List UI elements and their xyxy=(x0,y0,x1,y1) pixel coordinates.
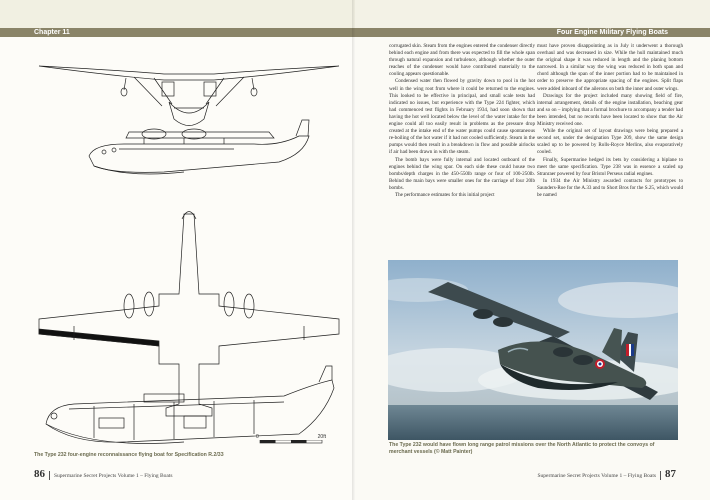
paragraph: must have proven disappointing as in July it underwent a thorough overhaul and was decreased in size. While the hull maintained much the original shape it was reduced in length and the planing bottom narrowed. In a similar way the wing was reduced in both span and chord although the span of the inner portion had to be maintained in order to preserve the appropriate spacing of the engines. Split flaps were added inboard of the ailerons on both the inner and outer wings. xyxy=(537,43,683,92)
side-view-drawing xyxy=(89,120,309,174)
left-footer xyxy=(34,468,173,480)
paragraph: Drawings for the project included many showing field of fire, internal arrangement, details of the engine installation, beaching gear and so on – implying that a formal brochure to accompany a tender had been intended, but no records have been located to show that the Air Ministry received one. xyxy=(537,92,683,128)
aircraft-drawings xyxy=(34,44,344,454)
footer-divider xyxy=(660,471,661,480)
paragraph: The bomb bays were fully internal and located outboard of the engines behind the wing spar. On each side these could house two bombs/depth charges in the 450-550lb range or four of 100-250lb. Behind the main bays were smaller ones for the carriage of four 20lb bombs. xyxy=(389,156,535,191)
top-margin xyxy=(0,0,355,28)
internal-layout-drawing xyxy=(46,366,334,444)
front-view-drawing xyxy=(39,66,339,126)
running-head-right: Four Engine Military Flying Boats xyxy=(556,29,668,36)
scale-bar xyxy=(258,434,324,446)
paragraph: While the original set of layout drawings were being prepared a second set, under the designation Type 209, show the same design scaled up to be powered by Rolls-Royce Merlins, also evaporatively cooled. xyxy=(537,128,683,156)
running-head-left: Chapter 11 xyxy=(34,29,70,36)
plan-view-drawing xyxy=(39,212,339,417)
book-title-right: Supermarine Secret Projects Volume 1 – Flying Boats xyxy=(537,472,656,479)
paragraph: The performance estimates for this initial project xyxy=(395,191,495,198)
drawing-caption: The Type 232 four-engine reconnaissance flying boat for Specification R.2/33 xyxy=(34,452,224,458)
text-column-1 xyxy=(389,43,535,277)
book-title-left: Supermarine Secret Projects Volume 1 – Flying Boats xyxy=(54,472,173,479)
paragraph: Condensed water then flowed by gravity down to pool in the hot well in the wing root from where it could be returned to the engines. This looked to be effective in principal, and small scale tests had indicated no issues, but experience with the Type 224 fighter, which had commenced test flights in February 1934, had soon shown that having the hot well located below the level of the water intake for the engine could all too easily result in problems as the pressure drop created at the intake end of the water pumps could cause spontaneous re-boiling of the hot water if it had not cooled sufficiently. Steam in the pumps would then result in a breakdown in flow and possible airlocks if air had been drawn in with the steam. xyxy=(389,78,535,156)
paragraph: corrugated skin. Steam from the engines entered the condenser directly behind each engine and from there was expected to fill the whole span through natural expansion and turbulence, although whether the outer reaches of the condenser would have contributed materially to the cooling appears questionable. xyxy=(389,43,535,78)
header-band xyxy=(355,28,710,37)
page-number-left: 86 xyxy=(34,467,45,480)
paragraph: Finally, Supermarine hedged its bets by considering a biplane to meet the same specification. Type 238 was in essence a scaled up Stranraer powered by four Bristol Perseus radial engines. xyxy=(537,156,683,177)
top-margin xyxy=(355,0,710,28)
footer-divider xyxy=(49,471,50,480)
scale-start-label: 0 xyxy=(256,434,259,440)
aircraft-photo xyxy=(388,260,678,440)
header-band xyxy=(0,28,355,37)
text-column-2 xyxy=(537,43,683,254)
right-footer xyxy=(538,468,677,480)
scale-end-label: 20ft xyxy=(317,434,326,440)
right-page xyxy=(355,0,710,500)
page-number-right: 87 xyxy=(665,467,676,480)
paragraph: In 1934 the Air Ministry awarded contracts for prototypes to Saunders-Roe for the A.33 and to Short Bros for the S.25, which would be named xyxy=(537,177,683,198)
photo-caption: The Type 232 would have flown long range patrol missions over the North Atlantic to protect the convoys of merchant vessels (© Matt Painter) xyxy=(389,442,655,455)
